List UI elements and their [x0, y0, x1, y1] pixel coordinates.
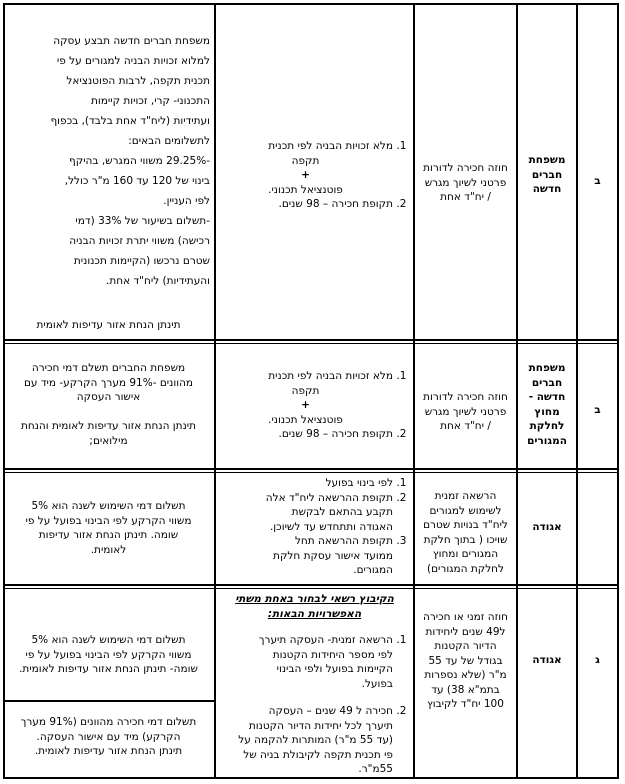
- row4-scope-header: הקיבוץ רשאי לבחור באחת משתי האפשרויות הבאות:: [235, 593, 394, 620]
- row4-scope-b: [218, 704, 411, 777]
- row1-letter: ב: [594, 175, 601, 187]
- row1-scope-item-2: 2. תקופת חכירה – 98 שנים.: [218, 197, 393, 212]
- row-divider-3b: [3, 588, 619, 589]
- row4-right-of-use: חוזה זמני או חכירה ל49 שנים ליחידות הדיור הקטנות בגודל של עד 55 מ"ר (שלא נספרות בתמ"א 38) עד 100 יח"ד לקיבוץ: [423, 611, 508, 710]
- row3-scope-item-2: 2. תקופת ההרשאה ליח"ד אלה תקבע בהתאם לבקשת האגודה ותתחדש עד לשיוכן.: [218, 491, 393, 535]
- row1-payment-note: תינתן הנחת אזור עדיפות לאומית: [36, 319, 181, 331]
- row2-right-of-use: חוזה חכירה לדורות פרטני לשיוך מגרש / יח"ד אחת: [423, 391, 508, 432]
- sub-row-divider: [3, 700, 214, 702]
- row3-right-of-use: הרשאה זמנית לשימוש למגורים ליח"ד בנויות שטרם שויכו ( בתוך חלקת המגורים ומחוץ לחלקת המגורים): [423, 490, 508, 575]
- row1-scope-item-1: 1. מלא זכויות הבניה לפי תכנית תקפה + פוטנציאל תכנוני.: [218, 139, 393, 197]
- row4-letter: ג: [595, 654, 600, 666]
- row3-scope: [218, 476, 411, 578]
- row-divider-2b: [3, 472, 619, 473]
- row1-scope: [218, 139, 411, 212]
- table-border-left: [3, 3, 5, 779]
- row-divider-3: [3, 584, 619, 586]
- allocation-table: [3, 3, 619, 779]
- row4-payment-b: תשלום דמי חכירה מהוונים (91% מערך הקרקע) מיד עם אישור העסקה. תינתן הנחת אזור עדיפות לאומית.: [20, 716, 197, 757]
- col-divider-payment: [214, 3, 216, 779]
- row4-scope-item-2: 2. חכירה ל 49 שנים – העסקה תיערך לכל יחידות הדיור הקטנות (עד 55 מ"ר) המותרות להקמה על פי תכנית תקפה לקיבולת בניה של 55מ"ר.: [218, 704, 393, 777]
- row-divider-2: [3, 468, 619, 470]
- row1-entity: משפחת חברים חדשה: [528, 154, 566, 195]
- row3-scope-item-3: 3. תקופת ההרשאה תחל ממועד אישור עסקת חלקת המגורים.: [218, 534, 393, 578]
- row4-entity: אגודה: [532, 654, 562, 666]
- table-border-right: [617, 3, 619, 779]
- row3-entity: אגודה: [532, 521, 562, 533]
- row4-scope-item-1: 1. הרשאה זמנית- העסקה תיערך לפי מספר היחידות הקטנות הקיימות בפועל ולפי הבינוי בפועל.: [218, 633, 393, 691]
- row2-scope: [218, 369, 411, 442]
- row3-payment: תשלום דמי השימוש לשנה הוא 5% משווי הקרקע לפי הבינוי בפועל על פי שומה. תינתן הנחת אזור עדיפות לאומית.: [25, 500, 192, 556]
- row1-right-of-use: חוזה חכירה לדורות פרטני לשיוך מגרש / יח"ד אחת: [423, 162, 508, 203]
- row-divider-1b: [3, 343, 619, 344]
- row2-payment: משפחת החברים תשלם דמי חכירה מהוונים -91% מערך הקרקע- מיד עם אישור העסקה תינתן הנחת אזור עדיפות לאומית והנחת מילואים;: [20, 362, 197, 447]
- row2-scope-item-2: 2. תקופת חכירה – 98 שנים.: [218, 427, 393, 442]
- row-divider-1: [3, 339, 619, 341]
- table-border-top: [3, 3, 619, 5]
- row2-scope-item-1: 1. מלא זכויות הבניה לפי תכנית תקפה + פוטנציאל תכנוני.: [218, 369, 393, 427]
- row1-payment: משפחת חברים חדשה תבצע עסקה למלוא זכויות הבניה למגורים על פי תכנית תקפה, לרבות הפוטנציאל התכנוני- קרי, זכויות קיימות ועתידיות (ליח"ד אחת בלבד), בכפוף לתשלומים הבאים: -29.25% משווי המגרש, בהיקף בינוי של 120 עד 160 מ"ר כולל, לפי העניין. -תשלום בשיעור של 33% (דמי רכישה) משווי יתרת זכויות הבניה שטרם נרכשו (הקיימות תכנונית והעתידיות) ליח"ד אחת.: [50, 35, 210, 287]
- row4-scope: [218, 633, 411, 691]
- row4-payment-a: תשלום דמי השימוש לשנה הוא 5% משווי הקרקע לפי הבינוי בפועל על פי שומה- תינתן הנחת אזור עדיפות לאומית.: [19, 634, 198, 675]
- row2-entity: משפחת חברים חדשה - מחוץ לחלקת המגורים: [527, 362, 567, 447]
- table-border-bottom: [3, 777, 619, 779]
- row3-scope-item-1: 1. לפי בינוי בפועל: [218, 476, 393, 491]
- row2-letter: ב: [594, 404, 601, 416]
